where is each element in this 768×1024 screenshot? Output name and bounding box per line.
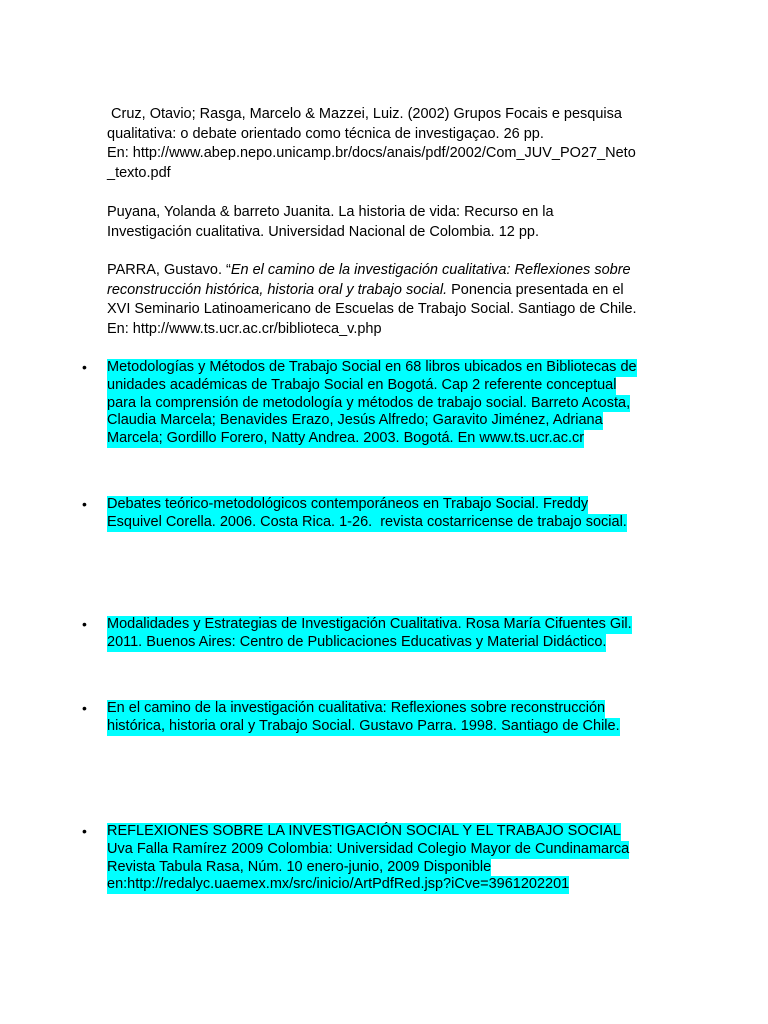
list-item-text xyxy=(107,700,620,736)
reference-title-italic: En el camino de la investigación cualitativa: Reflexiones sobre xyxy=(230,262,631,278)
reference-link[interactable]: En: http://www.abep.nepo.unicamp.br/docs/anais/pdf/2002/Com_JUV_PO27_Neto xyxy=(107,145,636,162)
reference-line: Puyana, Yolanda & barreto Juanita. La historia de vida: Recurso en la xyxy=(107,204,554,220)
bullet-marker: • xyxy=(82,359,87,375)
highlighted-line: Claudia Marcela; Benavides Erazo, Jesús Alfredo; Garavito Jiménez, Adriana xyxy=(107,412,603,429)
highlighted-line: Debates teórico-metodológicos contemporáneos en Trabajo Social. Freddy xyxy=(107,496,589,512)
highlighted-line: Metodologías y Métodos de Trabajo Social en 68 libros ubicados en Bibliotecas de xyxy=(107,359,637,375)
highlighted-line: En el camino de la investigación cualitativa: Reflexiones sobre reconstrucción xyxy=(107,700,606,716)
highlighted-line: 2011. Buenos Aires: Centro de Publicaciones Educativas y Material Didáctico. xyxy=(107,633,607,650)
highlighted-line: Marcela; Gordillo Forero, Natty Andrea. 2003. Bogotá. En www.ts.ucr.ac.cr xyxy=(107,430,585,447)
reference-title-italic: reconstrucción histórica, historia oral y trabajo social. xyxy=(107,281,448,298)
highlighted-line: Revista Tabula Rasa, Núm. 10 enero-junio, 2009 Disponible xyxy=(107,858,492,875)
reference-line: XVI Seminario Latinoamericano de Escuelas de Trabajo Social. Santiago de Chile. xyxy=(107,301,637,318)
highlighted-line: para la comprensión de metodología y métodos de trabajo social. Barreto Acosta, xyxy=(107,394,631,411)
highlighted-line: unidades académicas de Trabajo Social en Bogotá. Cap 2 referente conceptual xyxy=(107,376,617,393)
highlighted-link[interactable]: en:http://redalyc.uaemex.mx/src/inicio/ArtPdfRed.jsp?iCve=3961202201 xyxy=(107,876,570,893)
reference-line: qualitativa: o debate orientado como técnica de investigaçao. 26 pp. xyxy=(107,125,544,142)
reference-parra xyxy=(107,261,667,339)
reference-author: PARRA, Gustavo. “ xyxy=(107,262,231,278)
reference-line xyxy=(107,281,667,301)
highlighted-line: Uva Falla Ramírez 2009 Colombia: Universidad Colegio Mayor de Cundinamarca xyxy=(107,840,630,857)
reference-line: Investigación cualitativa. Universidad Nacional de Colombia. 12 pp. xyxy=(107,223,540,240)
reference-link[interactable]: En: http://www.ts.ucr.ac.cr/biblioteca_v.php xyxy=(107,320,382,337)
highlighted-line: REFLEXIONES SOBRE LA INVESTIGACIÓN SOCIAL Y EL TRABAJO SOCIAL xyxy=(107,823,621,839)
reference-cruz xyxy=(107,105,667,183)
list-item-text xyxy=(107,496,627,532)
bullet-marker: • xyxy=(82,496,87,512)
reference-puyana xyxy=(107,203,667,242)
list-item-text xyxy=(107,359,637,448)
reference-link[interactable]: _texto.pdf xyxy=(107,164,171,181)
reference-line: Cruz, Otavio; Rasga, Marcelo & Mazzei, Luiz. (2002) Grupos Focais e pesquisa xyxy=(107,106,622,122)
bullet-marker: • xyxy=(82,823,87,839)
bullet-marker: • xyxy=(82,700,87,716)
reference-line xyxy=(107,261,667,281)
list-item-text xyxy=(107,616,632,652)
highlighted-line: histórica, historia oral y Trabajo Social. Gustavo Parra. 1998. Santiago de Chile. xyxy=(107,717,620,734)
highlighted-line: Esquivel Corella. 2006. Costa Rica. 1-26. revista costarricense de trabajo social. xyxy=(107,513,627,530)
bullet-marker: • xyxy=(82,616,87,632)
highlighted-line: Modalidades y Estrategias de Investigación Cualitativa. Rosa María Cifuentes Gil. xyxy=(107,616,632,632)
reference-text: Ponencia presentada en el xyxy=(447,281,624,298)
list-item-text xyxy=(107,823,629,894)
